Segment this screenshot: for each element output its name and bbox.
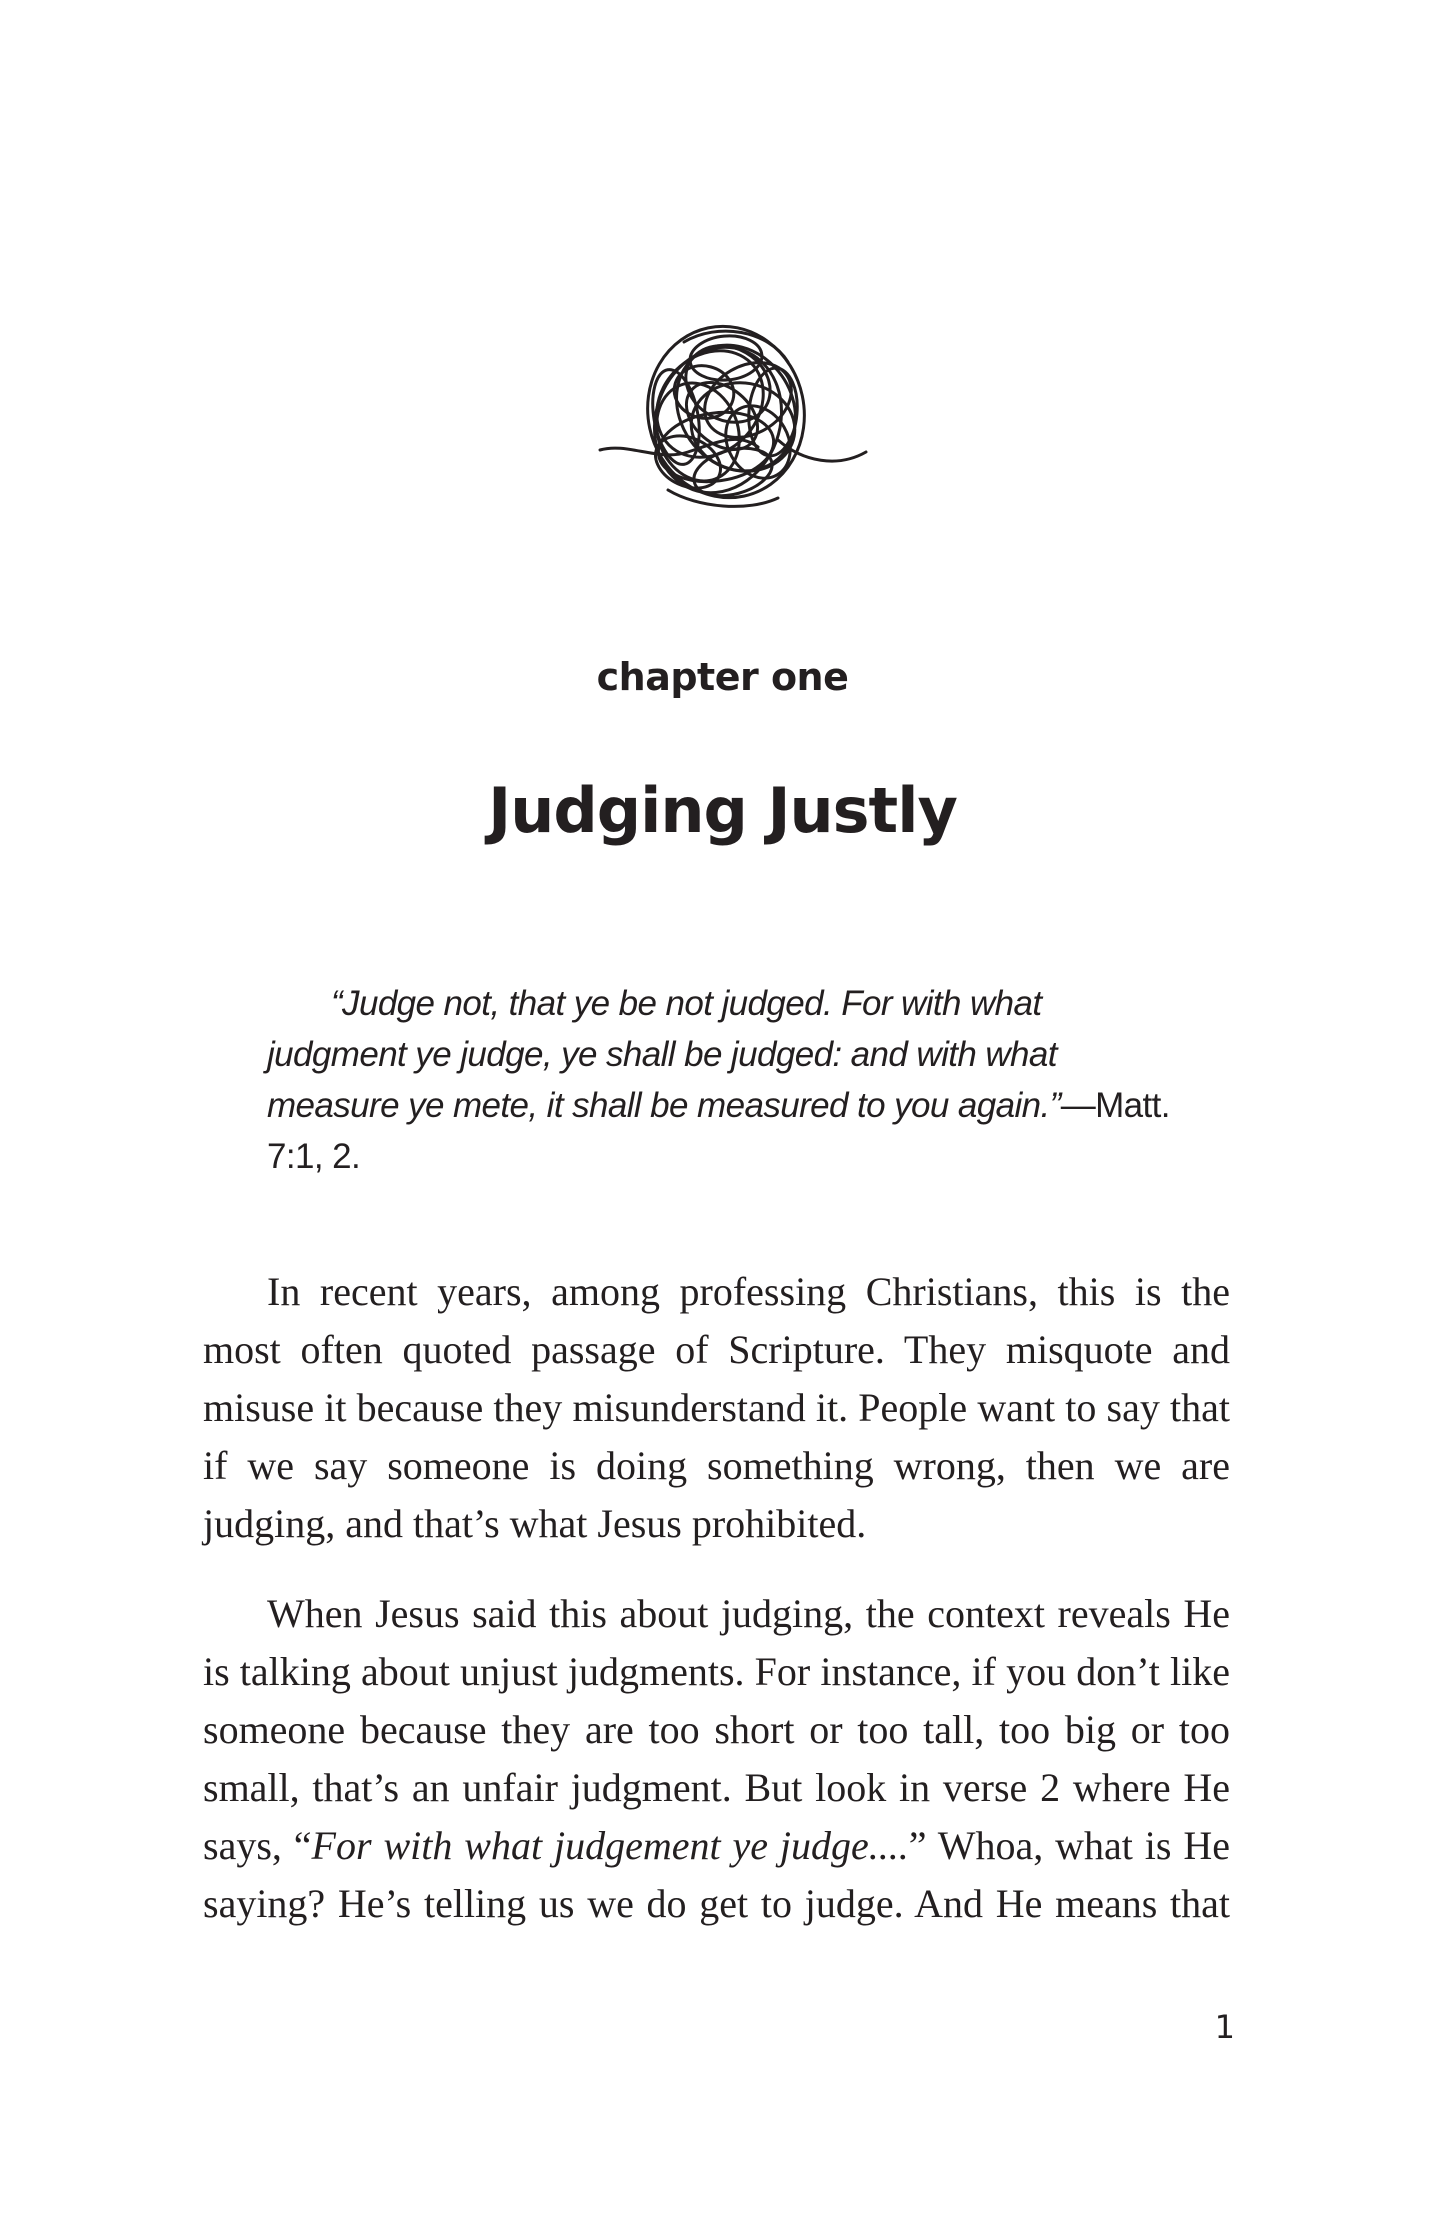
paragraph-2-text-before: When Jesus said this about judging, the context reveals He is talking about unjust judgments. For instance, if you don’t like someone because they are too short or too tall, too big or too small, that’s an unfair judgment. But look in verse 2 where He says, “ <box>203 1591 1230 1868</box>
epigraph-quote: “Judge not, that ye be not judged. For with what judgment ye judge, ye shall be judged: and with what measure ye mete, it shall be measured to you again.” <box>267 984 1061 1125</box>
body-text <box>203 1263 1230 1965</box>
epigraph-reference: —Matt. 7:1, 2. <box>267 1086 1170 1176</box>
paragraph-2-text-after: ” Whoa, what is He saying? He’s telling us we do get to judge. And He means that <box>203 1823 1230 1926</box>
paragraph-2 <box>203 1585 1230 1933</box>
paragraph-2-italic-quote: For with what judgement ye judge.... <box>311 1823 909 1868</box>
scribble-ball-icon <box>598 312 868 532</box>
chapter-title: Judging Justly <box>488 774 957 847</box>
chapter-label: chapter one <box>596 655 849 699</box>
epigraph <box>267 978 1187 1182</box>
paragraph-1: In recent years, among professing Christians, this is the most often quoted passage of Scripture. They misquote and misuse it because they misunderstand it. People want to say that if we say someone is doing something wrong, then we are judging, and that’s what Jesus prohibited. <box>203 1269 1230 1546</box>
page-number: 1 <box>1214 2008 1235 2046</box>
